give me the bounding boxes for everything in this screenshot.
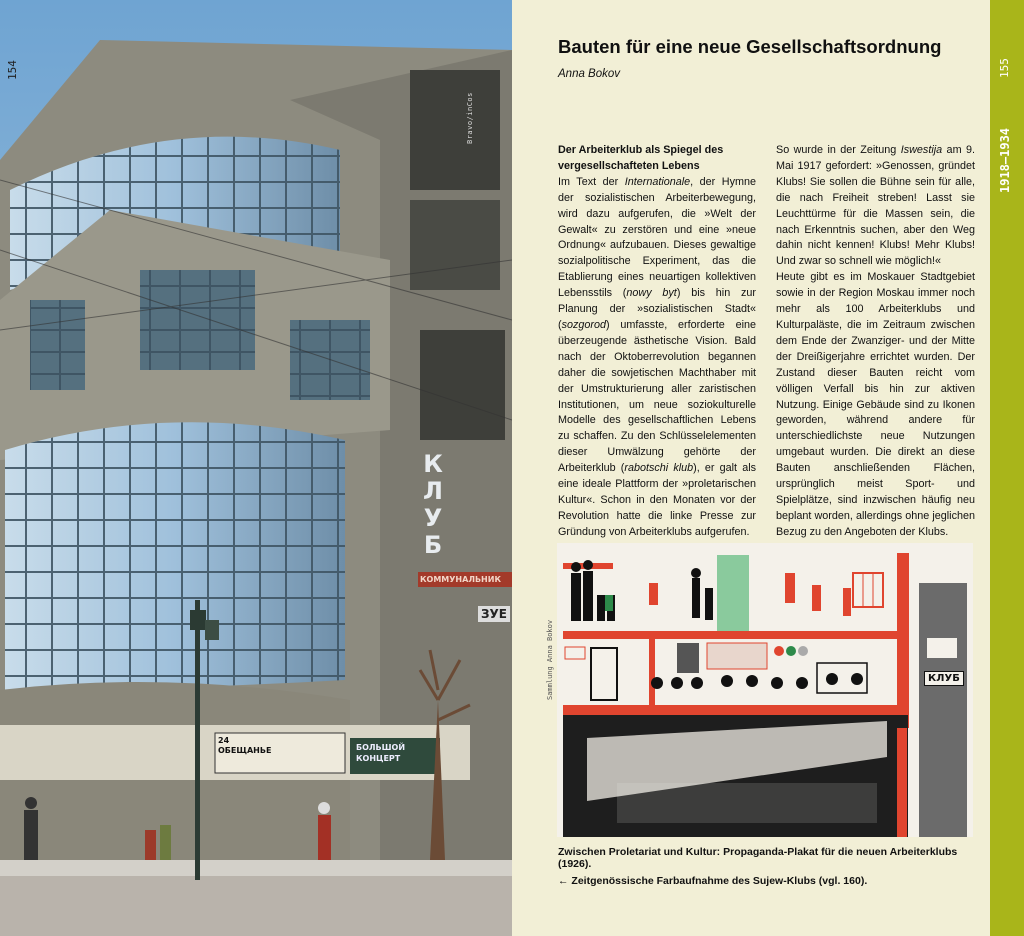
- klub-letter: У: [423, 504, 443, 532]
- photo-credit: Bravo/inCos: [466, 92, 474, 144]
- text-column-1: [558, 143, 756, 541]
- section-subhead: Der Arbeiterklub als Spiegel des vergesellschafteten Lebens: [558, 144, 724, 172]
- propaganda-poster: [557, 543, 973, 837]
- klub-letter: Л: [423, 477, 443, 505]
- poster-credit: Sammlung Anna Bokov: [546, 620, 554, 701]
- marquee-poster-1: 24 ОБЕЩАНЬЕ: [218, 736, 272, 755]
- chapter-year-range: 1918–1934: [998, 128, 1012, 194]
- paragraph: So wurde in der Zeitung Iswestija am 9. Mai 1917 gefordert: »Genossen, gründet Klubs! Sie sollen die Bühne sein für alle, die nach Freiheit streben! Lasst sie Leuchttürme für die Massen sein, die nach Erkenntnis suchen, aber den Weg dahin nicht kennen! Klubs! Mehr Klubs! Und zwar so schnell wie möglich!«: [776, 144, 975, 268]
- poster-caption: Zwischen Proletariat und Kultur: Propaganda-Plakat für die neuen Arbeiterklubs (1926).: [558, 846, 958, 870]
- text-column-2: [776, 143, 975, 541]
- page-number-left: 154: [6, 60, 19, 80]
- photo-caption: ← Zeitgenössische Farbaufnahme des Sujew-Klubs (vgl. 160).: [558, 875, 868, 887]
- klub-letter: Б: [423, 531, 443, 559]
- kommunalnik-sign: КОММУНАЛЬНИК: [418, 572, 512, 587]
- poster-illustration: [557, 543, 973, 837]
- klub-vertical-sign: [418, 450, 448, 558]
- page-number-right: 155: [998, 58, 1011, 78]
- poster-klub-sign: КЛУБ: [924, 671, 964, 686]
- paragraph: Im Text der Internationale, der Hymne der sozialistischen Arbeiterbewegung, wird dazu aufgerufen, die »Welt der Gewalt« zu zerstören und eine »neue Ordnung« aufzubauen. Dieses gewaltige sozialpolitische Experiment, das die Etablierung eines neuartigen kollektiven Lebensstils (nowy byt) bis hin zur Planung der »sozialistischen Stadt« (sozgorod) umfasste, erforderte eine überzeugende ästhetische Vision. Bald nach der Oktoberrevolution begannen daher die sowjetischen Machthaber mit der Umstrukturierung aller zaristischen Institutionen, um neue soziokulturelle Modelle des gesellschaftlichen Lebens zu schaffen. Zu den Schlüsselelementen dieser Umwälzung gehörte der Arbeiterklub (rabotschi klub), er galt als eine ideale Plattform der »proletarischen Kultur«. Schon in den Monaten vor der Revolution hatte die linke Presse zur Gründung von Arbeiterklubs aufgerufen.: [558, 175, 756, 538]
- paragraph: Heute gibt es im Moskauer Stadtgebiet sowie in der Region Moskau immer noch mehr als 100 Arbeiterklubs und Kulturpaläste, die im Zeitraum zwischen dem Ende der Zwanziger- und der Mitte der Dreißigerjahre errichtet wurden. Der Zustand dieser Bauten reicht vom völligen Verfall bis hin zur aktiven Nutzung. Einige Gebäude sind zu Ikonen geworden, während andere für unterschiedlichste neue Nutzungen umgebaut wurden. Die direkt an diese Bauten anschließenden Flächen, ursprünglich meist Sport- und Spielplätze, sind inzwischen häufig neu beplant worden, allerdings ohne jeglichen Bezug zu den Angeboten der Klubs.: [776, 271, 975, 538]
- marquee-poster-2: БОЛЬШОЙ КОНЦЕРТ: [356, 743, 406, 763]
- author: Anna Bokov: [558, 68, 621, 80]
- zue-sign: ЗУЕ: [478, 606, 510, 622]
- page-title: Bauten für eine neue Gesellschaftsordnung: [558, 36, 942, 57]
- klub-letter: К: [423, 450, 443, 478]
